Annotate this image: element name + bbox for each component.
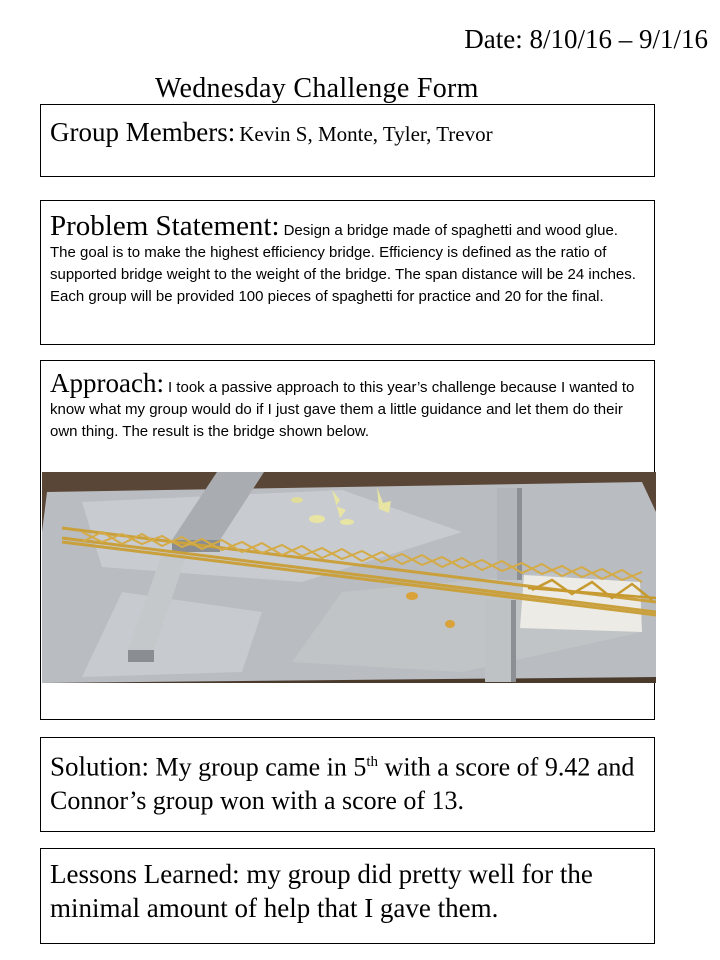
solution-text-end: with a score of 9.42 and Connor’s group won with a score of 13. — [50, 752, 635, 815]
approach-text: I took a passive approach to this year’s challenge because I wanted to know what my group would do if I just gave them a little guidance and let them do their own thing. The result is the bridge shown below. — [50, 379, 635, 440]
solution-superscript: th — [366, 754, 379, 770]
lessons-learned-text: Lessons Learned: my group did pretty well for the minimal amount of help that I gave them. — [50, 859, 593, 923]
solution-text-start: My group came in 5 — [155, 752, 367, 782]
solution-heading: Solution: — [50, 751, 150, 782]
lessons-learned-section — [40, 848, 655, 944]
solution-section — [40, 737, 655, 832]
problem-statement-heading: Problem Statement: — [50, 210, 280, 242]
group-members-section — [40, 104, 655, 177]
date-text: Date: 8/10/16 – 9/1/16 — [464, 24, 708, 54]
bridge-photo — [42, 472, 656, 683]
group-members-list: Kevin S, Monte, Tyler, Trevor — [239, 122, 493, 146]
problem-statement-section — [40, 200, 655, 345]
group-members-heading: Group Members: — [50, 117, 236, 147]
approach-heading: Approach: — [50, 368, 164, 398]
solution-paragraph — [50, 746, 646, 817]
form-title: Wednesday Challenge Form — [155, 73, 479, 104]
problem-statement-text: Design a bridge made of spaghetti and wood glue. The goal is to make the highest efficiency bridge. Efficiency is defined as the ratio of supported bridge weight to the weight of the bridge. The span distance will be 24 inches. Each group will be provided 100 pieces of spaghetti for practice and 20 for the final. — [50, 222, 636, 305]
